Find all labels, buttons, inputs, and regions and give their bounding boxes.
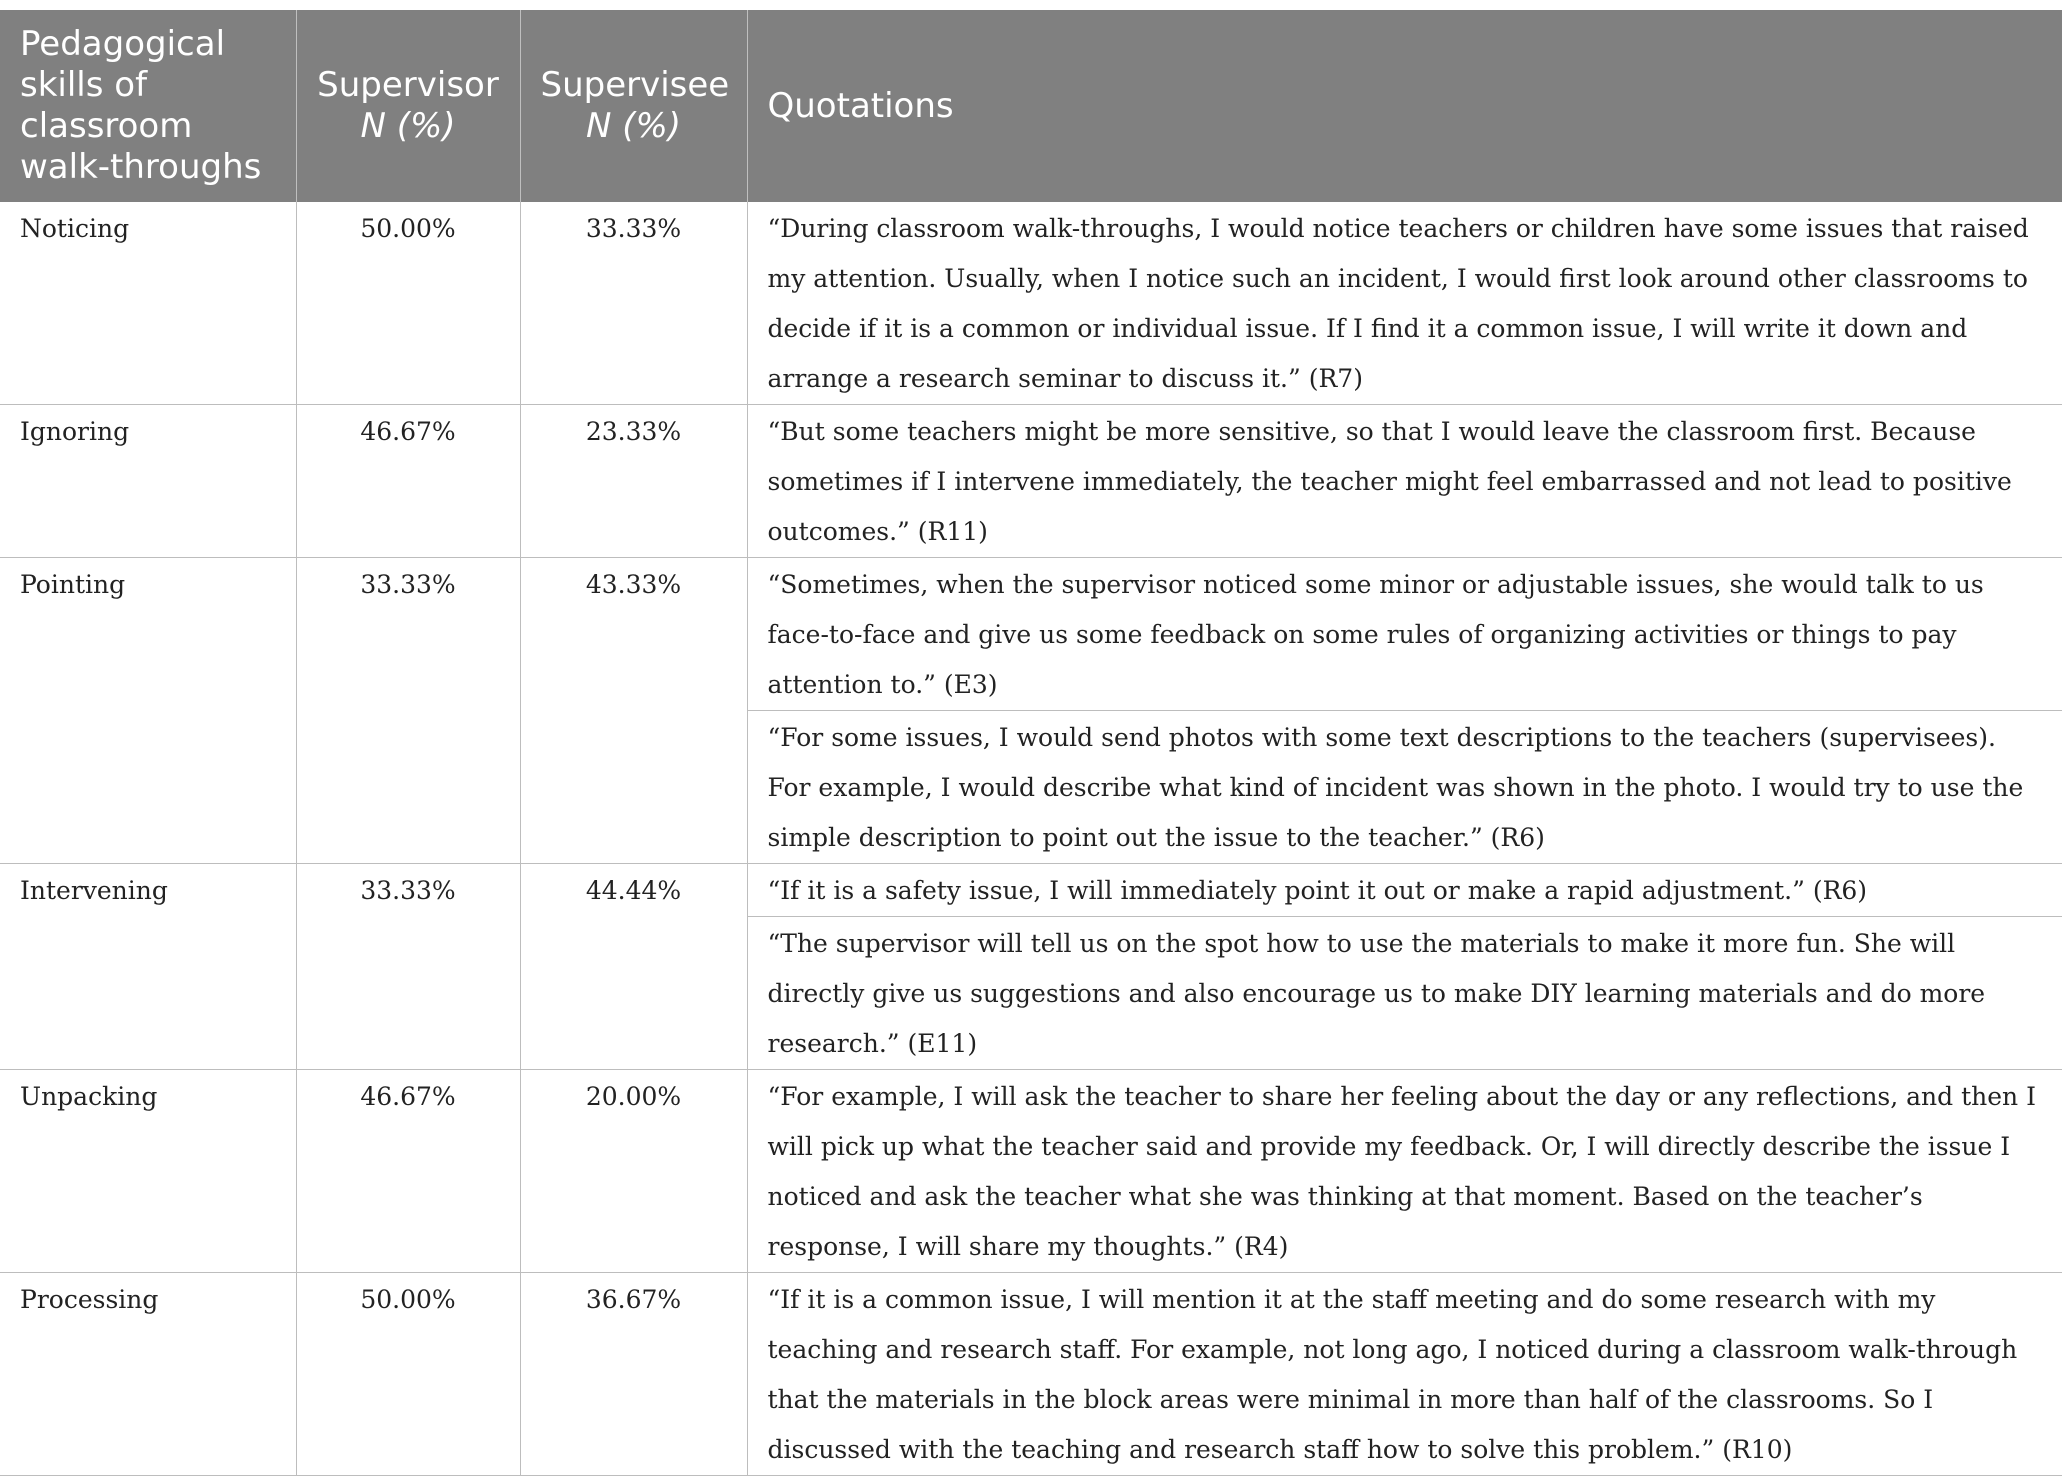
quotation-cell: “The supervisor will tell us on the spot how to use the materials to make it more fun. She will directly give us suggestions and also encourage us to make DIY learning materials and do more research.” (E11) <box>747 917 2062 1070</box>
header-skill: Pedagogical skills of classroom walk-throughs <box>0 10 296 202</box>
skill-cell: Noticing <box>0 202 296 405</box>
table-row <box>0 202 2062 405</box>
table-container <box>0 10 2062 1476</box>
quotation-cell: “During classroom walk-throughs, I would notice teachers or children have some issues that raised my attention. Usually, when I notice such an incident, I would first look around other classrooms to decide if it is a common or individual issue. If I find it a common issue, I will write it down and arrange a research seminar to discuss it.” (R7) <box>747 202 2062 405</box>
table-body <box>0 202 2062 1476</box>
supervisor-percent: 33.33% <box>296 864 520 1070</box>
skill-cell: Unpacking <box>0 1070 296 1273</box>
supervisor-percent: 46.67% <box>296 405 520 558</box>
header-supervisee <box>520 10 747 202</box>
header-row <box>0 10 2062 202</box>
supervisor-percent: 50.00% <box>296 202 520 405</box>
header-supervisor-label: Supervisor <box>317 65 499 105</box>
supervisee-percent: 33.33% <box>520 202 747 405</box>
table-header <box>0 10 2062 202</box>
supervisee-percent: 36.67% <box>520 1273 747 1476</box>
header-supervisee-unit: N (%) <box>585 106 682 146</box>
supervisee-percent: 43.33% <box>520 558 747 864</box>
quotation-cell: “For some issues, I would send photos with some text descriptions to the teachers (supervisees). For example, I would describe what kind of incident was shown in the photo. I would try to use the simple description to point out the issue to the teacher.” (R6) <box>747 711 2062 864</box>
table-row <box>0 558 2062 711</box>
supervisor-percent: 33.33% <box>296 558 520 864</box>
skill-cell: Intervening <box>0 864 296 1070</box>
quotation-cell: “If it is a safety issue, I will immediately point it out or make a rapid adjustment.” (R6) <box>747 864 2062 917</box>
quotation-cell: “But some teachers might be more sensitive, so that I would leave the classroom first. Because sometimes if I intervene immediately, the teacher might feel embarrassed and not lead to positive outcomes.” (R11) <box>747 405 2062 558</box>
quotation-cell: “If it is a common issue, I will mention it at the staff meeting and do some research with my teaching and research staff. For example, not long ago, I noticed during a classroom walk-through that the materials in the block areas were minimal in more than half of the classrooms. So I discussed with the teaching and research staff how to solve this problem.” (R10) <box>747 1273 2062 1476</box>
header-supervisor <box>296 10 520 202</box>
quotation-cell: “Sometimes, when the supervisor noticed some minor or adjustable issues, she would talk to us face-to-face and give us some feedback on some rules of organizing activities or things to pay attention to.” (E3) <box>747 558 2062 711</box>
supervisee-percent: 44.44% <box>520 864 747 1070</box>
table-row <box>0 1070 2062 1273</box>
quotation-cell: “For example, I will ask the teacher to share her feeling about the day or any reflections, and then I will pick up what the teacher said and provide my feedback. Or, I will directly describe the issue I noticed and ask the teacher what she was thinking at that moment. Based on the teacher’s response, I will share my thoughts.” (R4) <box>747 1070 2062 1273</box>
table-row <box>0 1273 2062 1476</box>
table-row <box>0 864 2062 917</box>
header-supervisee-label: Supervisee <box>540 65 730 105</box>
skill-cell: Processing <box>0 1273 296 1476</box>
table-row <box>0 405 2062 558</box>
supervisee-percent: 20.00% <box>520 1070 747 1273</box>
header-supervisor-unit: N (%) <box>360 106 456 146</box>
skills-table <box>0 10 2062 1476</box>
supervisor-percent: 50.00% <box>296 1273 520 1476</box>
supervisee-percent: 23.33% <box>520 405 747 558</box>
skill-cell: Pointing <box>0 558 296 864</box>
header-quotations: Quotations <box>747 10 2062 202</box>
supervisor-percent: 46.67% <box>296 1070 520 1273</box>
skill-cell: Ignoring <box>0 405 296 558</box>
